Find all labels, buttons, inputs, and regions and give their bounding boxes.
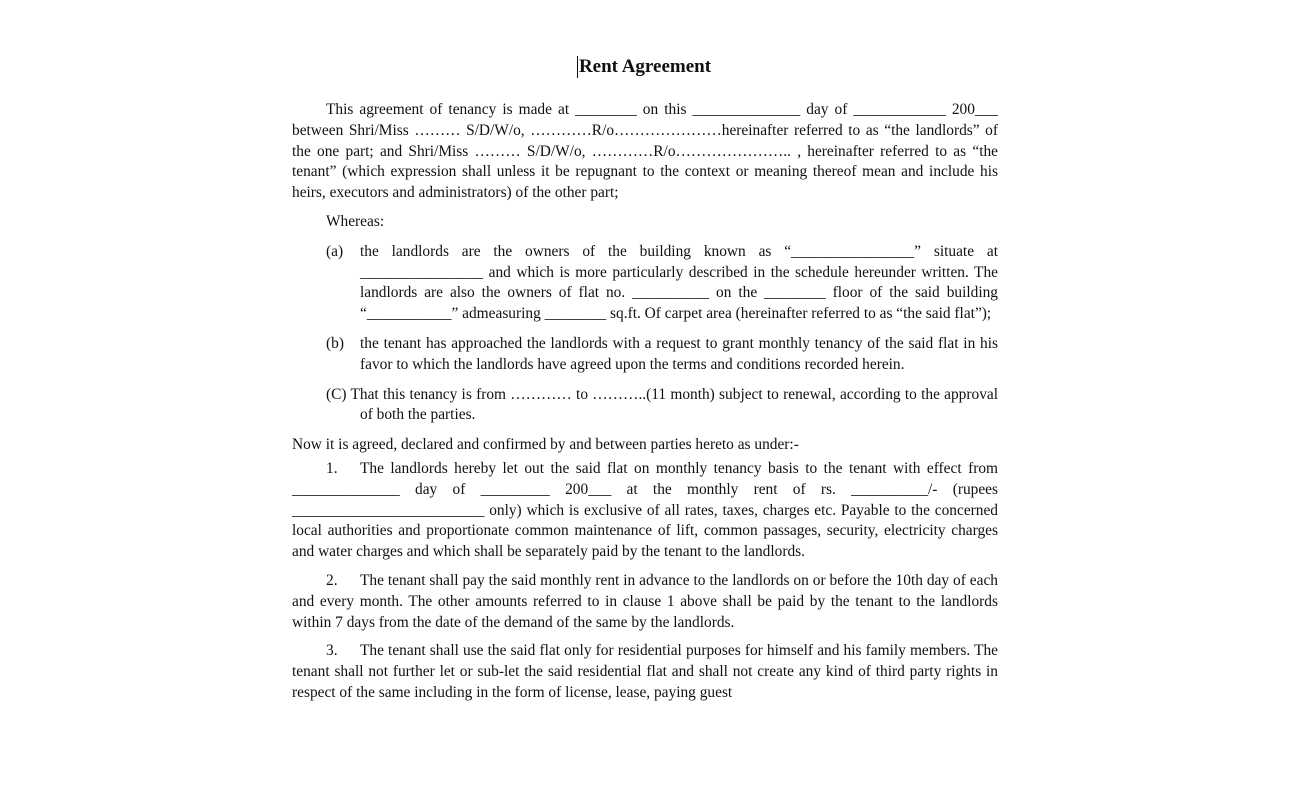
clause-3-number: 3. [326, 642, 338, 660]
intro-paragraph[interactable]: This agreement of tenancy is made at ________ on this ______________ day of ____________ 200___ between Shri/Miss ……… S/D/W/o, …………R/o…………………hereinafter referred to as “the landlords” of the one part; and Shri/Miss ……… S/D/W/o, …………R/o………………….. , hereinafter referred to as “the tenant” (which expression shall unless it be repugnant to the context or meaning thereof mean and include his heirs, executors and administrators) of the other part; [292, 101, 998, 202]
clause-1-number: 1. [326, 459, 338, 477]
recital-a[interactable] [292, 242, 998, 325]
clause-2[interactable] [292, 571, 998, 633]
clause-3[interactable] [292, 641, 998, 703]
clause-1-text: The landlords hereby let out the said flat on monthly tenancy basis to the tenant with effect from ______________ day of _________ 200___ at the monthly rent of rs. __________/- (rupees _________________________ only) which is exclusive of all rates, taxes, charges etc. Payable to the concerned local authorities and proportionate common maintenance of lift, common passages, security, electricity charges and water charges and which shall be separately paid by the tenant to the landlords. [292, 459, 998, 561]
text-cursor [577, 56, 578, 78]
document-title-text: Rent Agreement [578, 56, 712, 77]
recital-b-marker: (b) [326, 334, 344, 352]
document-page[interactable] [292, 52, 998, 704]
recital-c[interactable]: (C) That this tenancy is from ………… to ………..(11 month) subject to renewal, according to the approval of both the parties. [326, 385, 998, 424]
recital-a-text: the landlords are the owners of the building known as “________________” situate at ________________ and which is more particularly described in the schedule hereunder written. The landlords are also the owners of flat no. __________ on the ________ floor of the said building “___________” admeasuring ________ sq.ft. Of carpet area (hereinafter referred to as “the said flat”); [360, 242, 998, 323]
clause-2-text: The tenant shall pay the said monthly rent in advance to the landlords on or before the 10th day of each and every month. The other amounts referred to in clause 1 above shall be paid by the tenant to the landlords within 7 days from the date of the demand of the same by the landlords. [292, 571, 998, 631]
clause-2-number: 2. [326, 571, 338, 589]
title-block [292, 52, 998, 82]
whereas-heading[interactable]: Whereas: [326, 212, 385, 230]
document-title[interactable] [579, 52, 711, 82]
agreement-intro[interactable]: Now it is agreed, declared and confirmed by and between parties hereto as under:- [292, 436, 799, 454]
recital-b[interactable] [292, 334, 998, 376]
recital-a-marker: (a) [326, 242, 344, 260]
recital-b-text: the tenant has approached the landlords with a request to grant monthly tenancy of the said flat in his favor to which the landlords have agreed upon the terms and conditions recorded herein. [360, 334, 998, 373]
clause-3-text: The tenant shall use the said flat only for residential purposes for himself and his family members. The tenant shall not further let or sub-let the said residential flat and shall not create any kind of third party rights in respect of the same including in the form of license, lease, paying guest [292, 642, 998, 701]
clause-1[interactable] [292, 459, 998, 563]
